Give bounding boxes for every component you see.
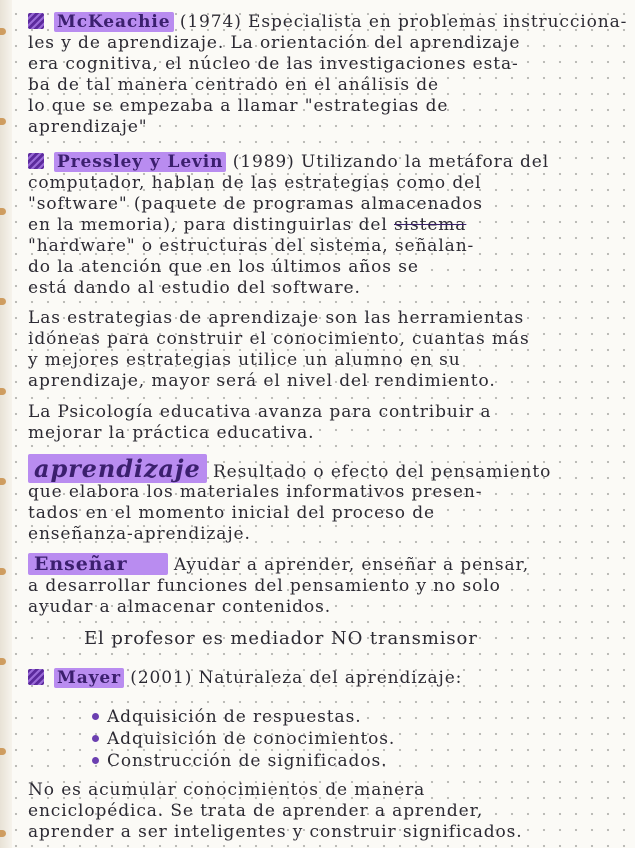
paragraph-ensenar <box>28 552 613 618</box>
text-line: y mejores estrategias utilice un alumno en su <box>28 350 461 370</box>
bullet-list <box>92 706 592 772</box>
hatched-square-icon <box>28 669 44 685</box>
struck-word: sistema <box>394 215 467 235</box>
list-item: Adquisición de respuestas. <box>92 706 592 728</box>
text-line: (1974) Especialista en problemas instrucciona- <box>179 12 628 32</box>
text-line: (1989) Utilizando la metáfora del <box>232 152 550 172</box>
text-line: (2001) Naturaleza del aprendizaje: <box>130 668 463 688</box>
term-highlight: aprendizaje <box>28 454 207 483</box>
bullet-icon <box>92 757 99 764</box>
paragraph-estrategias <box>28 308 613 392</box>
text-line: tados en el momento inicial del proceso de <box>28 503 435 523</box>
text-line: está dando al estudio del software. <box>28 278 361 298</box>
text-line: "hardware" o estructuras del sistema, señalan- <box>28 236 475 256</box>
paragraph-psicologia <box>28 402 613 444</box>
text-line: Las estrategias de aprendizaje son las herramientas <box>28 308 525 328</box>
text-line: era cognitiva, el núcleo de las investigaciones esta- <box>28 54 519 74</box>
paragraph-pressley-levin <box>28 152 613 299</box>
term-highlight: Enseñar <box>28 553 168 575</box>
text-line: aprendizaje" <box>28 117 148 137</box>
text-line: enciclopédica. Se trata de aprender a aprender, <box>28 801 484 821</box>
hatched-square-icon <box>28 153 44 169</box>
list-item: Construcción de significados. <box>92 750 592 772</box>
text-line: "software" (paquete de programas almacenados <box>28 194 483 214</box>
text-line: en la memoria), para distinguirlas del <box>28 215 388 235</box>
text-line: Ayudar a aprender, enseñar a pensar, <box>173 555 529 575</box>
text-line: mejorar la práctica educativa. <box>28 423 315 443</box>
paragraph-aprendizaje <box>28 456 613 545</box>
text-line: La Psicología educativa avanza para contribuir a <box>28 402 492 422</box>
bullet-icon <box>92 735 99 742</box>
paragraph-mayer <box>28 668 613 689</box>
paragraph-profesor <box>84 628 604 649</box>
text-line: aprender a ser inteligentes y construir significados. <box>28 822 523 842</box>
bullet-icon <box>92 713 99 720</box>
text-line: ayudar a almacenar contenidos. <box>28 597 332 617</box>
text-line: aprendizaje, mayor será el nivel del rendimiento. <box>28 371 496 391</box>
hatched-square-icon <box>28 13 44 29</box>
text-line: El profesor es mediador NO transmisor <box>84 628 478 649</box>
text-line: enseñanza-aprendizaje. <box>28 524 251 544</box>
text-line: do la atención que en los últimos años se <box>28 257 419 277</box>
text-line: que elabora los materiales informativos presen- <box>28 482 483 502</box>
text-line: No es acumular conocimientos de manera <box>28 780 426 800</box>
list-item: Adquisición de conocimientos. <box>92 728 592 750</box>
author-highlight: McKeachie <box>54 12 174 32</box>
text-line: les y de aprendizaje. La orientación del aprendizaje <box>28 33 521 53</box>
text-line: idóneas para construir el conocimiento, cuantas más <box>28 329 530 349</box>
paragraph-conclusion <box>28 780 613 843</box>
notebook-edge <box>0 0 12 848</box>
text-line: lo que se empezaba a llamar "estrategias de <box>28 96 449 116</box>
text-line: ba de tal manera centrado en el análisis de <box>28 75 439 95</box>
paragraph-mckeachie <box>28 12 628 138</box>
text-line: Resultado o efecto del pensamiento <box>212 462 552 482</box>
author-highlight: Pressley y Levin <box>54 152 226 172</box>
author-highlight: Mayer <box>54 668 124 688</box>
text-line: computador, hablan de las estrategias como del <box>28 173 482 193</box>
text-line: a desarrollar funciones del pensamiento y no solo <box>28 576 501 596</box>
